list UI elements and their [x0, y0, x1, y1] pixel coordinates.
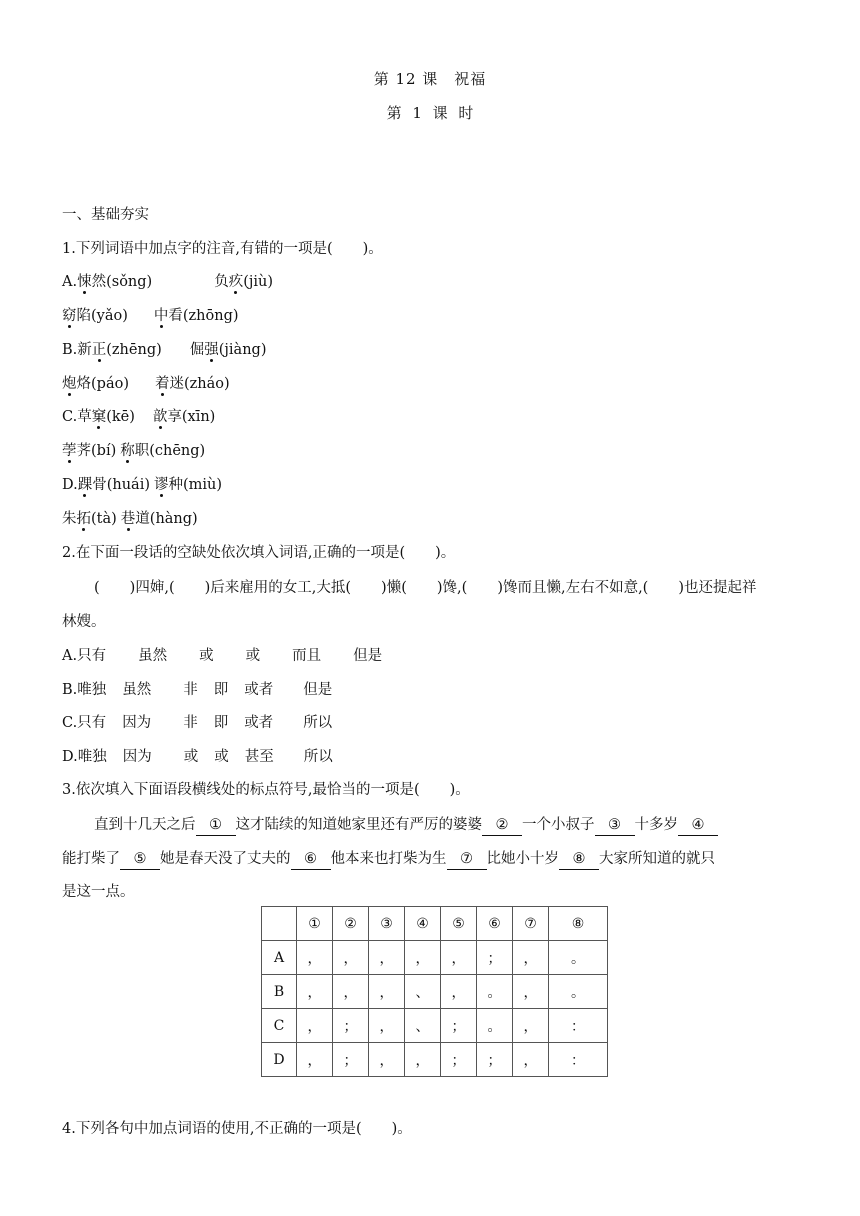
q3-stem: 3.依次填入下面语段横线处的标点符号,最恰当的一项是( )。 [62, 782, 470, 798]
q1-option-d-line1: D.踝骨(huái) 谬种(miù) [62, 477, 223, 493]
lesson-title: 第 12 课 祝福 [373, 70, 487, 88]
q3-passage-line2: 能打柴了 ⑤ 她是春天没了丈夫的 ⑥ 他本来也打柴为生 ⑦ 比她小十岁 ⑧ 大家所知道的就只 [62, 849, 715, 870]
q1-option-d-line2: 朱拓(tà) 巷道(hàng) [62, 511, 198, 527]
q2-option-c: C.只有 因为 非 即 或者 所以 [62, 715, 333, 731]
q1-option-b-line2: 炮烙(páo) 着迷(zháo) [62, 376, 230, 392]
q1-stem: 1.下列词语中加点字的注音,有错的一项是( )。 [62, 241, 383, 257]
q1-option-a-line2: 窈陷(yǎo) 中看(zhōng) [62, 308, 239, 324]
q2-stem: 2.在下面一段话的空缺处依次填入词语,正确的一项是( )。 [62, 545, 456, 561]
q1-option-c-line2: 荸荠(bí) 称职(chēng) [62, 443, 206, 459]
q2-passage-line2: 林嫂。 [62, 614, 106, 630]
table-row: D ， ； ， ， ； ； ， ： [262, 1043, 608, 1077]
table-header-cell: ⑧ [549, 907, 608, 941]
q1-option-a-line1: A.悚然(sǒng) 负疚(jiù) [62, 274, 273, 290]
q2-option-a: A.只有 虽然 或 或 而且 但是 [62, 648, 383, 664]
table-header-cell: ② [333, 907, 369, 941]
lesson-subtitle: 第 1 课 时 [386, 104, 474, 122]
table-header-row [262, 907, 608, 941]
q4-stem: 4.下列各句中加点词语的使用,不正确的一项是( )。 [62, 1121, 412, 1137]
q2-option-b: B.唯独 虽然 非 即 或者 但是 [62, 682, 333, 698]
table-row: B ， ， ， 、 ， 。 ， 。 [262, 975, 608, 1009]
table-row: C ， ； ， 、 ； 。 ， ： [262, 1009, 608, 1043]
table-header-cell: ③ [369, 907, 405, 941]
table-header-cell [262, 907, 297, 941]
table-header-cell: ⑥ [477, 907, 513, 941]
section-heading: 一、基础夯实 [62, 207, 149, 223]
table-header-cell: ① [297, 907, 333, 941]
punctuation-table [261, 906, 608, 1077]
q1-option-b-line1: B.新正(zhēng) 倔强(jiàng) [62, 342, 267, 358]
table-row: A ， ， ， ， ， ； ， 。 [262, 941, 608, 975]
q2-passage-line1: ( )四婶,( )后来雇用的女工,大抵( )懒( )馋,( )馋而且懒,左右不如意,( )也还提起祥 [94, 580, 757, 596]
q2-option-d: D.唯独 因为 或 或 甚至 所以 [62, 749, 333, 765]
table-header-cell: ⑤ [441, 907, 477, 941]
table-header-cell: ④ [405, 907, 441, 941]
q3-passage-line1: 直到十几天之后 ① 这才陆续的知道她家里还有严厉的婆婆 ② 一个小叔子 ③ 十多岁 ④ [62, 815, 718, 836]
q1-option-c-line1: C.草窠(kē) 歆享(xīn) [62, 409, 216, 425]
table-header-cell: ⑦ [513, 907, 549, 941]
q3-passage-line3: 是这一点。 [62, 884, 135, 900]
